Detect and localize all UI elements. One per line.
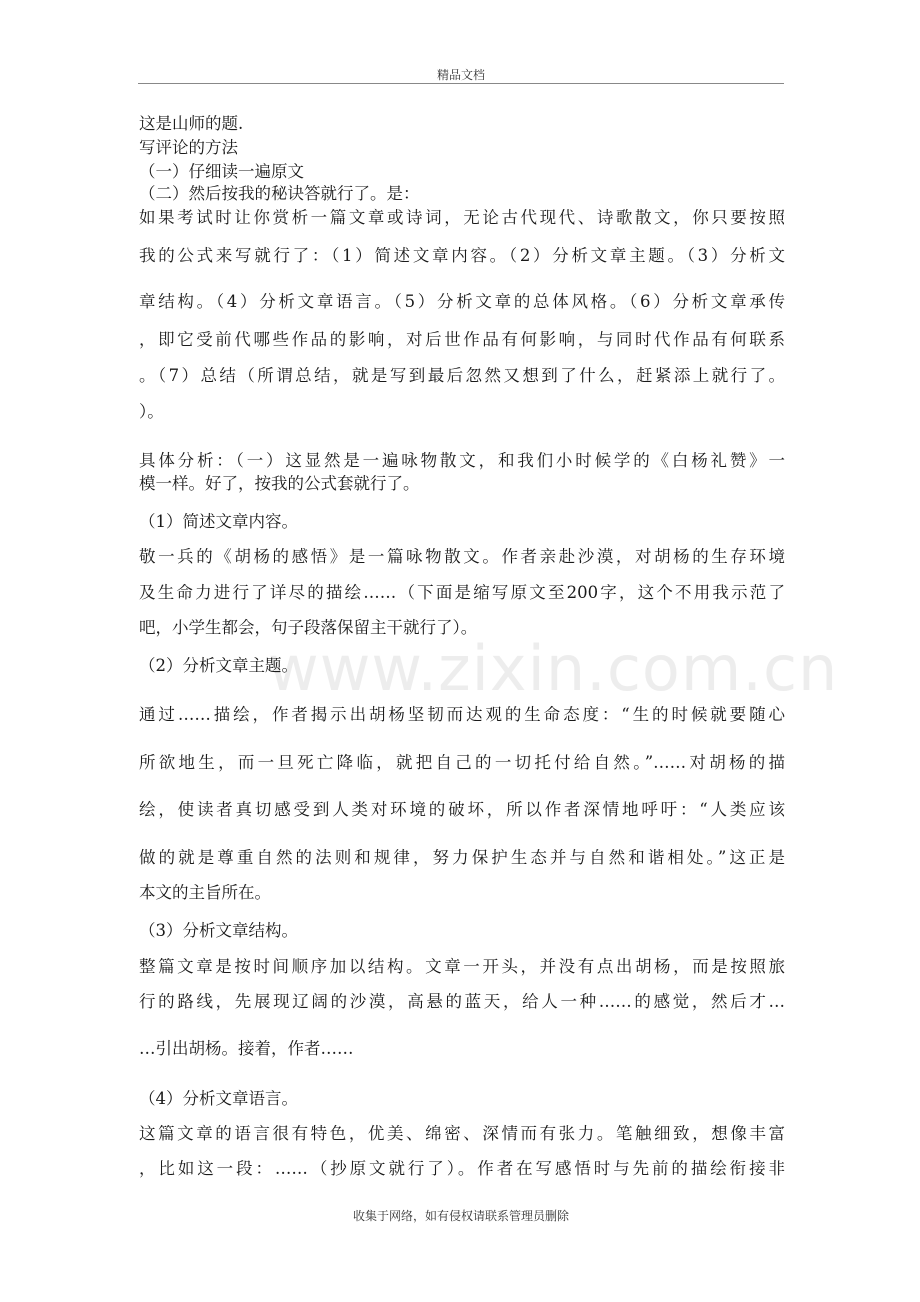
text-line: 章结构。（4）分析文章语言。（5）分析文章的总体风格。（6）分析文章承传: [139, 292, 785, 311]
text-line: ）。: [139, 402, 164, 421]
text-line: 及生命力进行了详尽的描绘……（下面是缩写原文至200字，这个不用我示范了: [139, 583, 785, 602]
text-line: 这是山师的题.: [139, 114, 244, 133]
text-line: 具体分析：（一）这显然是一遍咏物散文，和我们小时候学的《白杨礼赞》一: [139, 451, 785, 470]
text-line: …引出胡杨。接着，作者……: [139, 1039, 354, 1058]
text-line: 做的就是尊重自然的法则和规律，努力保护生态并与自然和谐相处。”这正是: [139, 848, 785, 867]
text-line: （2）分析文章主题。: [139, 656, 298, 675]
text-line: 模一样。好了，按我的公式套就行了。: [139, 474, 420, 493]
header-divider: [138, 83, 784, 84]
text-line: 通过……描绘，作者揭示出胡杨坚韧而达观的生命态度：“生的时候就要随心: [139, 705, 785, 724]
text-line: （一）仔细读一遍原文: [139, 162, 304, 181]
text-line: 敬一兵的《胡杨的感悟》是一篇咏物散文。作者亲赴沙漠，对胡杨的生存环境: [139, 547, 785, 566]
text-line: ，即它受前代哪些作品的影响，对后世作品有何影响，与同时代作品有何联系: [139, 330, 785, 349]
text-line: 。（7）总结（所谓总结，就是写到最后忽然又想到了什么，赶紧添上就行了。: [139, 366, 785, 385]
text-line: （4）分析文章语言。: [139, 1089, 298, 1108]
page-header: 精品文档: [436, 68, 485, 82]
text-line: （3）分析文章结构。: [139, 921, 298, 940]
text-line: 绘，使读者真切感受到人类对环境的破坏，所以作者深情地呼吁：“人类应该: [139, 800, 785, 819]
text-line: 所欲地生，而一旦死亡降临，就把自己的一切托付给自然。”……对胡杨的描: [139, 753, 785, 772]
text-line: 我的公式来写就行了：（1）简述文章内容。（2）分析文章主题。（3）分析文: [139, 246, 785, 265]
text-line: 行的路线，先展现辽阔的沙漠，高悬的蓝天，给人一种……的感觉，然后才…: [139, 992, 785, 1011]
text-line: 吧，小学生都会，句子段落保留主干就行了）。: [139, 618, 478, 637]
text-line: 这篇文章的语言很有特色，优美、绵密、深情而有张力。笔触细致，想像丰富: [139, 1124, 785, 1143]
text-line: 整篇文章是按时间顺序加以结构。文章一开头，并没有点出胡杨，而是按照旅: [139, 957, 785, 976]
text-line: 如果考试时让你赏析一篇文章或诗词，无论古代现代、诗歌散文，你只要按照: [139, 208, 785, 227]
watermark: www.zixin.com.cn: [268, 632, 839, 705]
page-footer: 收集于网络，如有侵权请联系管理员删除: [352, 1209, 569, 1223]
text-line: （二）然后按我的秘诀答就行了。是：: [139, 184, 420, 203]
text-line: 本文的主旨所在。: [139, 883, 271, 902]
text-line: （1）简述文章内容。: [139, 512, 298, 531]
text-line: ，比如这一段：……（抄原文就行了）。作者在写感悟时与先前的描绘衔接非: [139, 1159, 785, 1178]
text-line: 写评论的方法: [139, 138, 238, 157]
